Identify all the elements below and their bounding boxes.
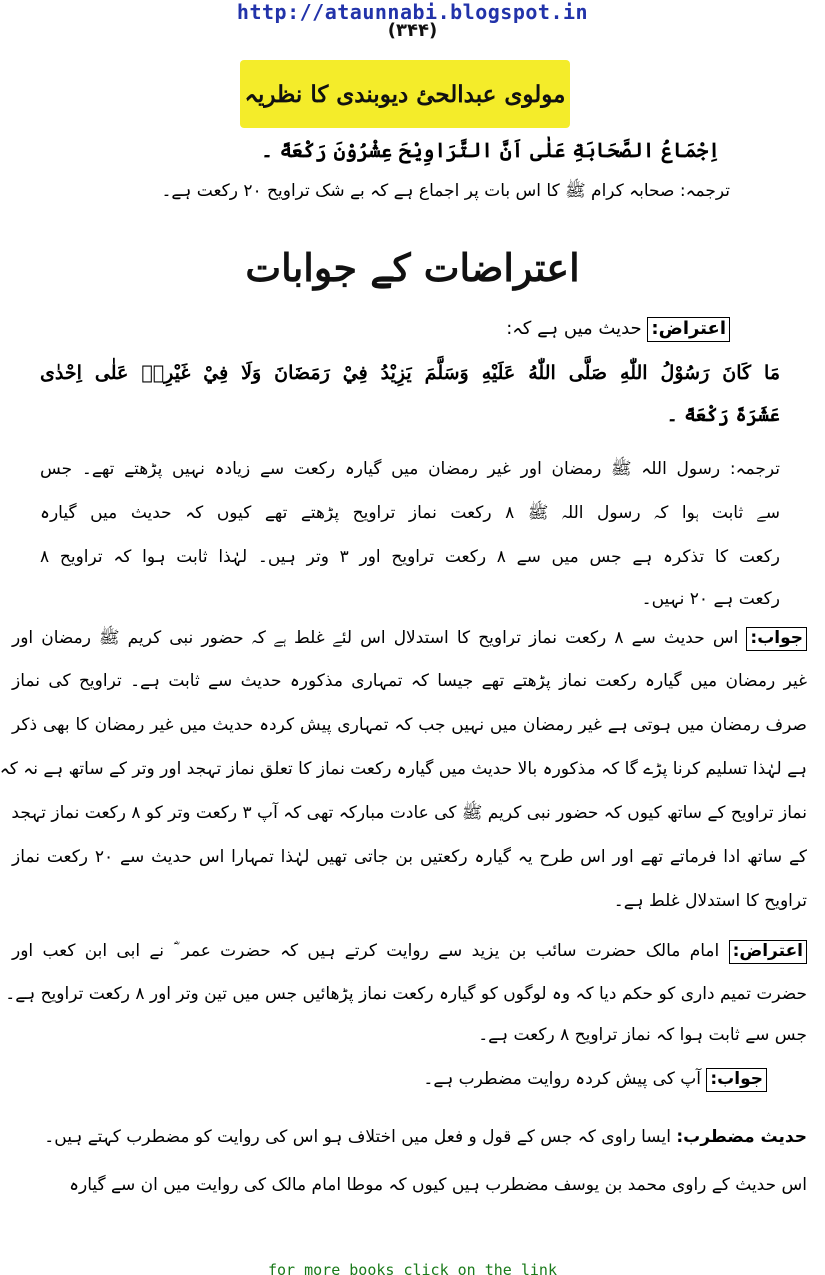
answer2-text: آپ کی پیش کردہ روایت مضطرب ہے۔ xyxy=(423,1069,701,1089)
page-number: (۳۴۴) xyxy=(387,20,438,41)
answer1-line: تراویح کا استدلال غلط ہے۔ xyxy=(613,891,807,911)
answer1-text: اس حدیث سے ۸ رکعت نماز تراویح کا استدلال اس لئے غلط ہے کہ حضور نبی کریم ﷺ رمضان اور xyxy=(12,628,739,648)
definition-label: حدیث مضطرب: xyxy=(676,1127,807,1147)
objection1-translation-line: رکعت کا تذکرہ ہے جس میں سے ۸ رکعت تراویح اور ۳ وتر ہیں۔ لہٰذا ثابت ہوا کہ تراویح ۸ xyxy=(40,547,781,567)
last-line: اس حدیث کے راوی محمد بن یوسف مضطرب ہیں کیوں کہ موطا امام مالک کی روایت میں ان سے گیارہ xyxy=(69,1175,807,1195)
objection2-line: حضرت تمیم داری کو حکم دیا کہ وہ لوگوں کو گیارہ رکعت نماز پڑھائیں جس میں تین وتر اور ۸ رکعت تراویح ہے۔ xyxy=(5,984,807,1004)
objection1-translation-line: ترجمہ: رسول اللہ ﷺ رمضان اور غیر رمضان میں گیارہ رکعت سے زیادہ نہیں پڑھتے تھے۔ جس xyxy=(40,459,780,479)
objection1-arabic-line1: مَا كَانَ رَسُوْلُ اللّٰهِ صَلَّى اللّٰهُ عَلَيْهِ وَسَلَّمَ يَزِيْدُ فِيْ رَمَضَانَ وَلَا فِيْ غَيْرِهٖ عَلٰى اِحْدٰى xyxy=(40,362,780,384)
intro-translation: ترجمہ: صحابہ کرام ﷺ کا اس بات پر اجماع ہے کہ بے شک تراویح ۲۰ رکعت ہے۔ xyxy=(161,181,730,201)
definition-line xyxy=(44,1126,807,1147)
definition-text: ایسا راوی کہ جس کے قول و فعل میں اختلاف ہو اس کی روایت کو مضطرب کہتے ہیں۔ xyxy=(44,1127,671,1147)
objection1-translation-line: سے ثابت ہوا کہ رسول اللہ ﷺ ۸ رکعت نماز تراویح پڑھتے تھے کیوں کہ حدیث میں گیارہ xyxy=(40,503,780,523)
chapter-title: مولوی عبدالحیٔ دیوبندی کا نظریہ xyxy=(244,80,566,108)
objection2-line: جس سے ثابت ہوا کہ نماز تراویح ۸ رکعت ہے۔ xyxy=(478,1025,807,1045)
objection1-label: اعتراض: xyxy=(647,317,730,342)
answer1-label: جواب: xyxy=(746,627,807,651)
chapter-title-banner xyxy=(240,60,570,128)
objection1-translation-line: رکعت ہے ۲۰ نہیں۔ xyxy=(641,589,780,609)
objection2-line-first xyxy=(12,940,807,961)
objection1-text: حدیث میں ہے کہ: xyxy=(506,318,642,339)
blog-url[interactable]: http://ataunnabi.blogspot.in xyxy=(236,0,589,24)
answer1-line: ہے لہٰذا تسلیم کرنا پڑے گا کہ مذکورہ بالا حدیث میں گیارہ رکعت نماز کا تعلق نماز تہجد اور وتر کے ساتھ ہے نہ کہ xyxy=(0,759,807,779)
objection2-text: امام مالک حضرت سائب بن یزید سے روایت کرتے ہیں کہ حضرت عمر ؓ نے ابی ابن کعب اور xyxy=(12,941,720,961)
intro-arabic: اِجْمَاعُ الصَّحَابَةِ عَلٰى اَنَّ التَّرَاوِيْحَ عِشْرُوْنَ رَكْعَةً ۔ xyxy=(261,138,720,162)
objection1-arabic-line2: عَشَرَةَ رَكْعَةً ۔ xyxy=(666,404,780,426)
answer1-line: کے ساتھ ادا فرماتے تھے اور اس طرح یہ گیارہ رکعتیں بن جاتی تھیں لہٰذا تمہارا اس حدیث سے ۲۰ رکعت نماز xyxy=(12,847,807,867)
objection2-label: اعتراض: xyxy=(729,940,807,964)
section-heading: اعتراضات کے جوابات xyxy=(245,245,580,290)
answer2-line xyxy=(423,1068,767,1089)
answer1-line: صرف رمضان میں ہوتی ہے غیر رمضان میں نہیں جب کہ تمہاری پیش کردہ حدیث میں غیر رمضان کا بھی ذکر xyxy=(12,715,807,735)
answer1-line: غیر رمضان میں گیارہ رکعت نماز پڑھتے تھے جیسا کہ تمہاری مذکورہ حدیث سے ثابت ہے۔ تراویح کی نماز xyxy=(12,671,807,691)
answer1-line: نماز تراویح کے ساتھ کیوں کہ حضور نبی کریم ﷺ کی عادت مبارکہ تھی کہ آپ ۳ رکعت وتر کو ۸ رکعت نماز تہجد xyxy=(11,803,807,823)
footer-link[interactable]: for more books click on the link xyxy=(268,1261,557,1275)
answer2-label: جواب: xyxy=(706,1068,767,1092)
objection1-line xyxy=(506,318,730,339)
answer1-line-first xyxy=(12,627,807,652)
